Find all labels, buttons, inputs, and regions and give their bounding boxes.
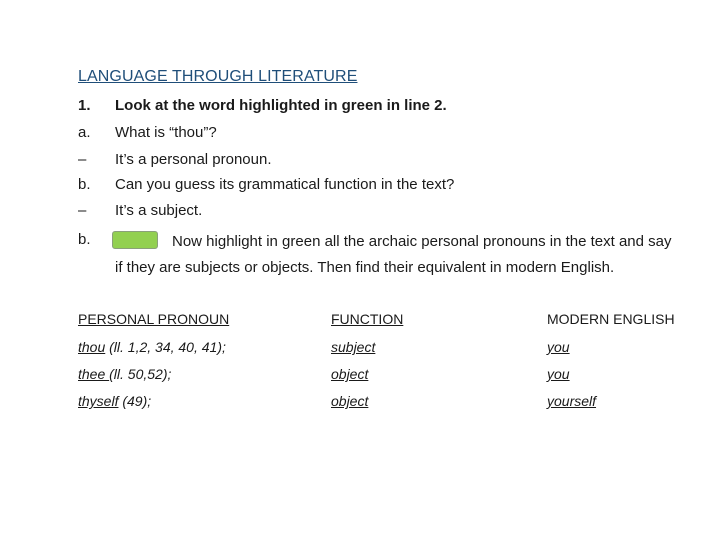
table-row-3-function — [331, 393, 368, 409]
item-text-a: What is “thou”? — [115, 124, 217, 141]
item-marker-dash-1: – — [78, 151, 87, 168]
document-title: LANGUAGE THROUGH LITERATURE — [78, 68, 358, 85]
function-value: subject — [331, 339, 376, 355]
pronoun-lines: (ll. 1,2, 34, 40, 41); — [105, 339, 226, 355]
header-function-label: FUNCTION — [331, 311, 404, 327]
task-marker: b. — [78, 231, 91, 248]
item-marker-b: b. — [78, 176, 91, 193]
table-row-3-modern — [547, 393, 596, 409]
item-text-dash-2: It’s a subject. — [115, 202, 203, 219]
modern-value: yourself — [547, 393, 597, 409]
table-row-2-modern — [547, 366, 570, 382]
item-marker-a: a. — [78, 124, 91, 141]
table-row-1-pronoun — [78, 339, 226, 355]
table-row-2-pronoun — [78, 366, 171, 382]
modern-value: you — [547, 339, 570, 355]
item-text-dash-1: It’s a personal pronoun. — [115, 151, 272, 168]
header-modern-english: MODERN ENGLISH — [547, 311, 675, 327]
pronoun-lines: (ll. 50,52); — [109, 366, 172, 382]
table-row-1-function — [331, 339, 375, 355]
pronoun-word: thee — [78, 366, 110, 382]
table-row-2-function — [331, 366, 368, 382]
task-paragraph — [115, 229, 675, 281]
header-personal-pronoun: PERSONAL PRONOUN — [78, 311, 230, 327]
item-marker-dash-2: – — [78, 202, 87, 219]
modern-value: you — [547, 366, 570, 382]
task-text: Now highlight in green all the archaic personal pronouns in the text and say if they are subjects or objects. Then find their equivalent in modern English. — [115, 233, 672, 276]
item-text-1: Look at the word highlighted in green in line 2. — [115, 97, 447, 114]
pronoun-word: thyself — [78, 393, 119, 409]
function-value: object — [331, 366, 369, 382]
table-row-3-pronoun — [78, 393, 151, 409]
function-value: object — [331, 393, 369, 409]
item-marker-1: 1. — [78, 97, 91, 114]
pronoun-word: thou — [78, 339, 106, 355]
pronoun-lines: (49); — [118, 393, 152, 409]
table-row-1-modern — [547, 339, 570, 355]
header-function — [331, 311, 403, 327]
item-text-b: Can you guess its grammatical function in the text? — [115, 176, 455, 193]
